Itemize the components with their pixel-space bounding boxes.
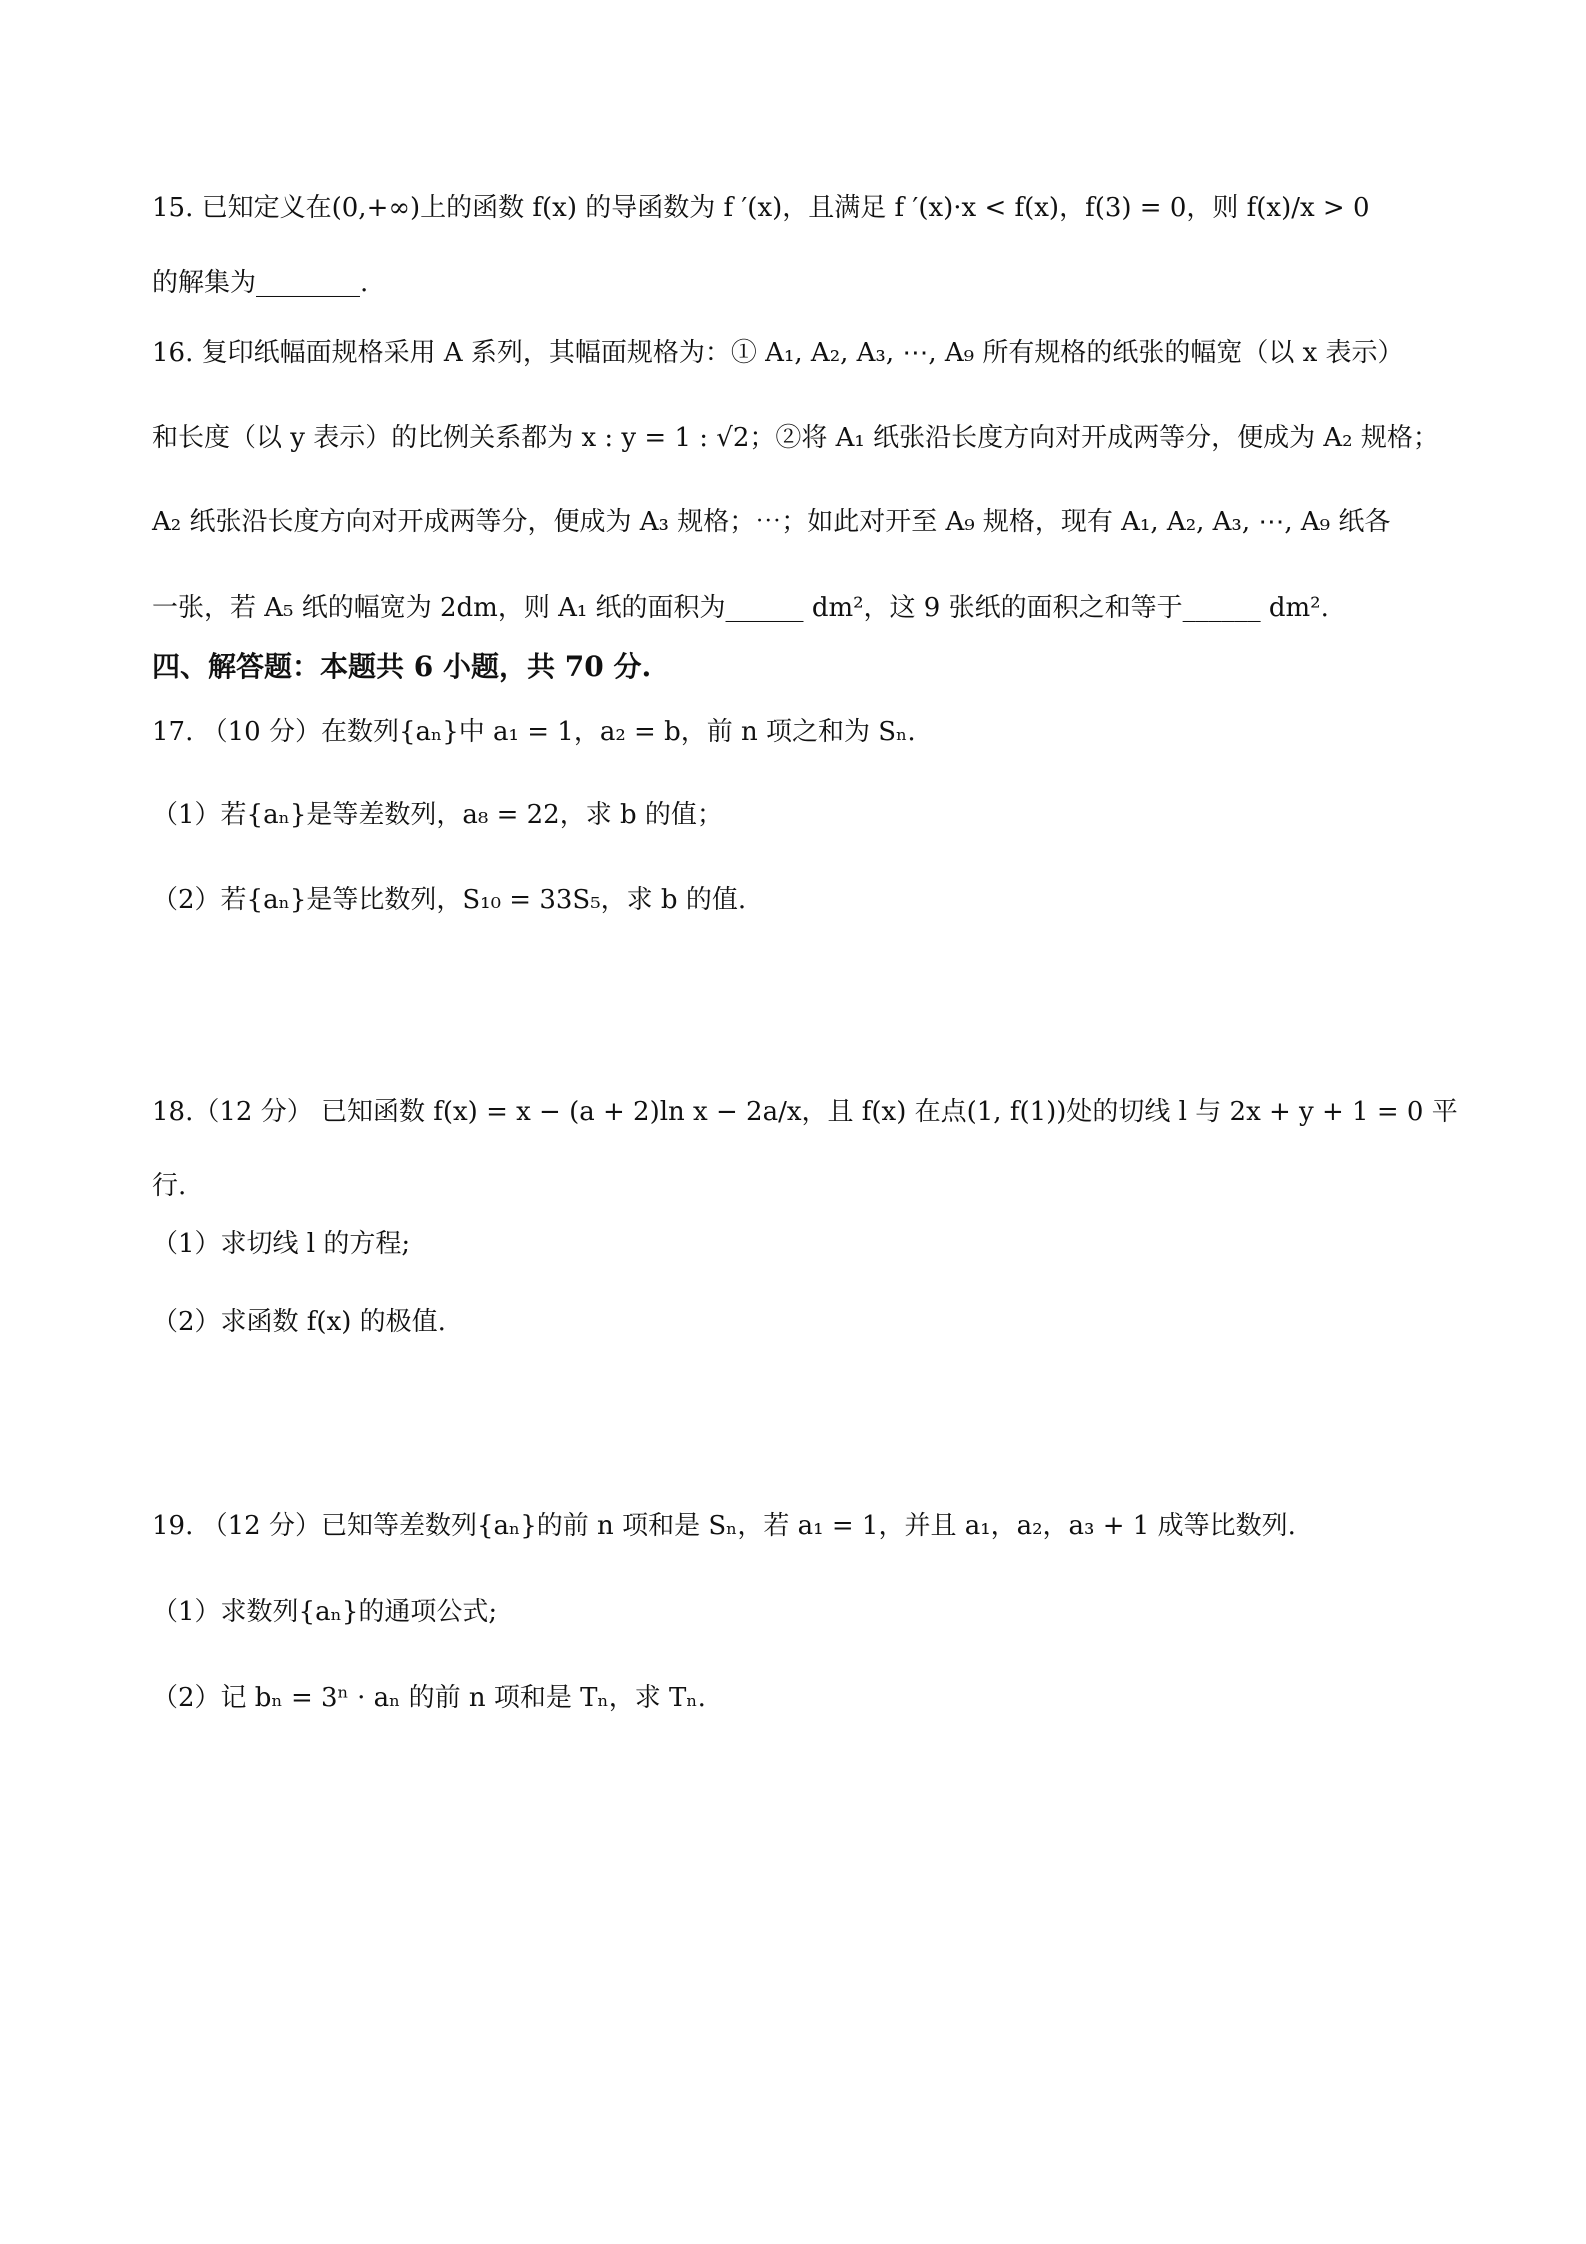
section-heading: 四、解答题：本题共 6 小题，共 70 分. — [152, 650, 652, 683]
problem-19-part-1: （1）求数列{aₙ}的通项公式; — [152, 1597, 498, 1627]
problem-15-line-2: 的解集为________. — [152, 268, 369, 298]
problem-19-part-2: （2）记 bₙ = 3ⁿ · aₙ 的前 n 项和是 Tₙ，求 Tₙ. — [152, 1683, 706, 1713]
problem-17-part-2: （2）若{aₙ}是等比数列，S₁₀ = 33S₅，求 b 的值. — [152, 885, 747, 915]
problem-16-line-1: 16. 复印纸幅面规格采用 A 系列，其幅面规格为：① A₁, A₂, A₃, ⋯, A₉ 所有规格的纸张的幅宽（以 x 表示） — [152, 338, 1404, 368]
problem-16-line-4: 一张，若 A₅ 纸的幅宽为 2dm，则 A₁ 纸的面积为______ dm²，这 9 张纸的面积之和等于______ dm². — [152, 593, 1329, 623]
problem-19-stem: 19. （12 分）已知等差数列{aₙ}的前 n 项和是 Sₙ，若 a₁ = 1，并且 a₁，a₂，a₃ + 1 成等比数列. — [152, 1511, 1296, 1541]
problem-17-part-1: （1）若{aₙ}是等差数列，a₈ = 22，求 b 的值； — [152, 800, 723, 830]
problem-18-stem-1: 18.（12 分） 已知函数 f(x) = x − (a + 2)ln x − 2a/x，且 f(x) 在点(1, f(1))处的切线 l 与 2x + y + 1 = 0 平 — [152, 1097, 1458, 1127]
problem-18-part-2: （2）求函数 f(x) 的极值. — [152, 1307, 446, 1337]
problem-18-part-1: （1）求切线 l 的方程; — [152, 1229, 411, 1259]
problem-16-line-2: 和长度（以 y 表示）的比例关系都为 x : y = 1 : √2；②将 A₁ 纸张沿长度方向对开成两等分，便成为 A₂ 规格； — [152, 423, 1439, 453]
problem-15-line-1: 15. 已知定义在(0,+∞)上的函数 f(x) 的导函数为 f ′(x)，且满足 f ′(x)·x < f(x)，f(3) = 0，则 f(x)/x > 0 — [152, 193, 1370, 223]
problem-18-stem-2: 行. — [152, 1171, 187, 1201]
problem-17-stem: 17. （10 分）在数列{aₙ}中 a₁ = 1，a₂ = b，前 n 项之和为 Sₙ. — [152, 717, 916, 747]
problem-16-line-3: A₂ 纸张沿长度方向对开成两等分，便成为 A₃ 规格；⋯；如此对开至 A₉ 规格，现有 A₁, A₂, A₃, ⋯, A₉ 纸各 — [152, 507, 1391, 537]
